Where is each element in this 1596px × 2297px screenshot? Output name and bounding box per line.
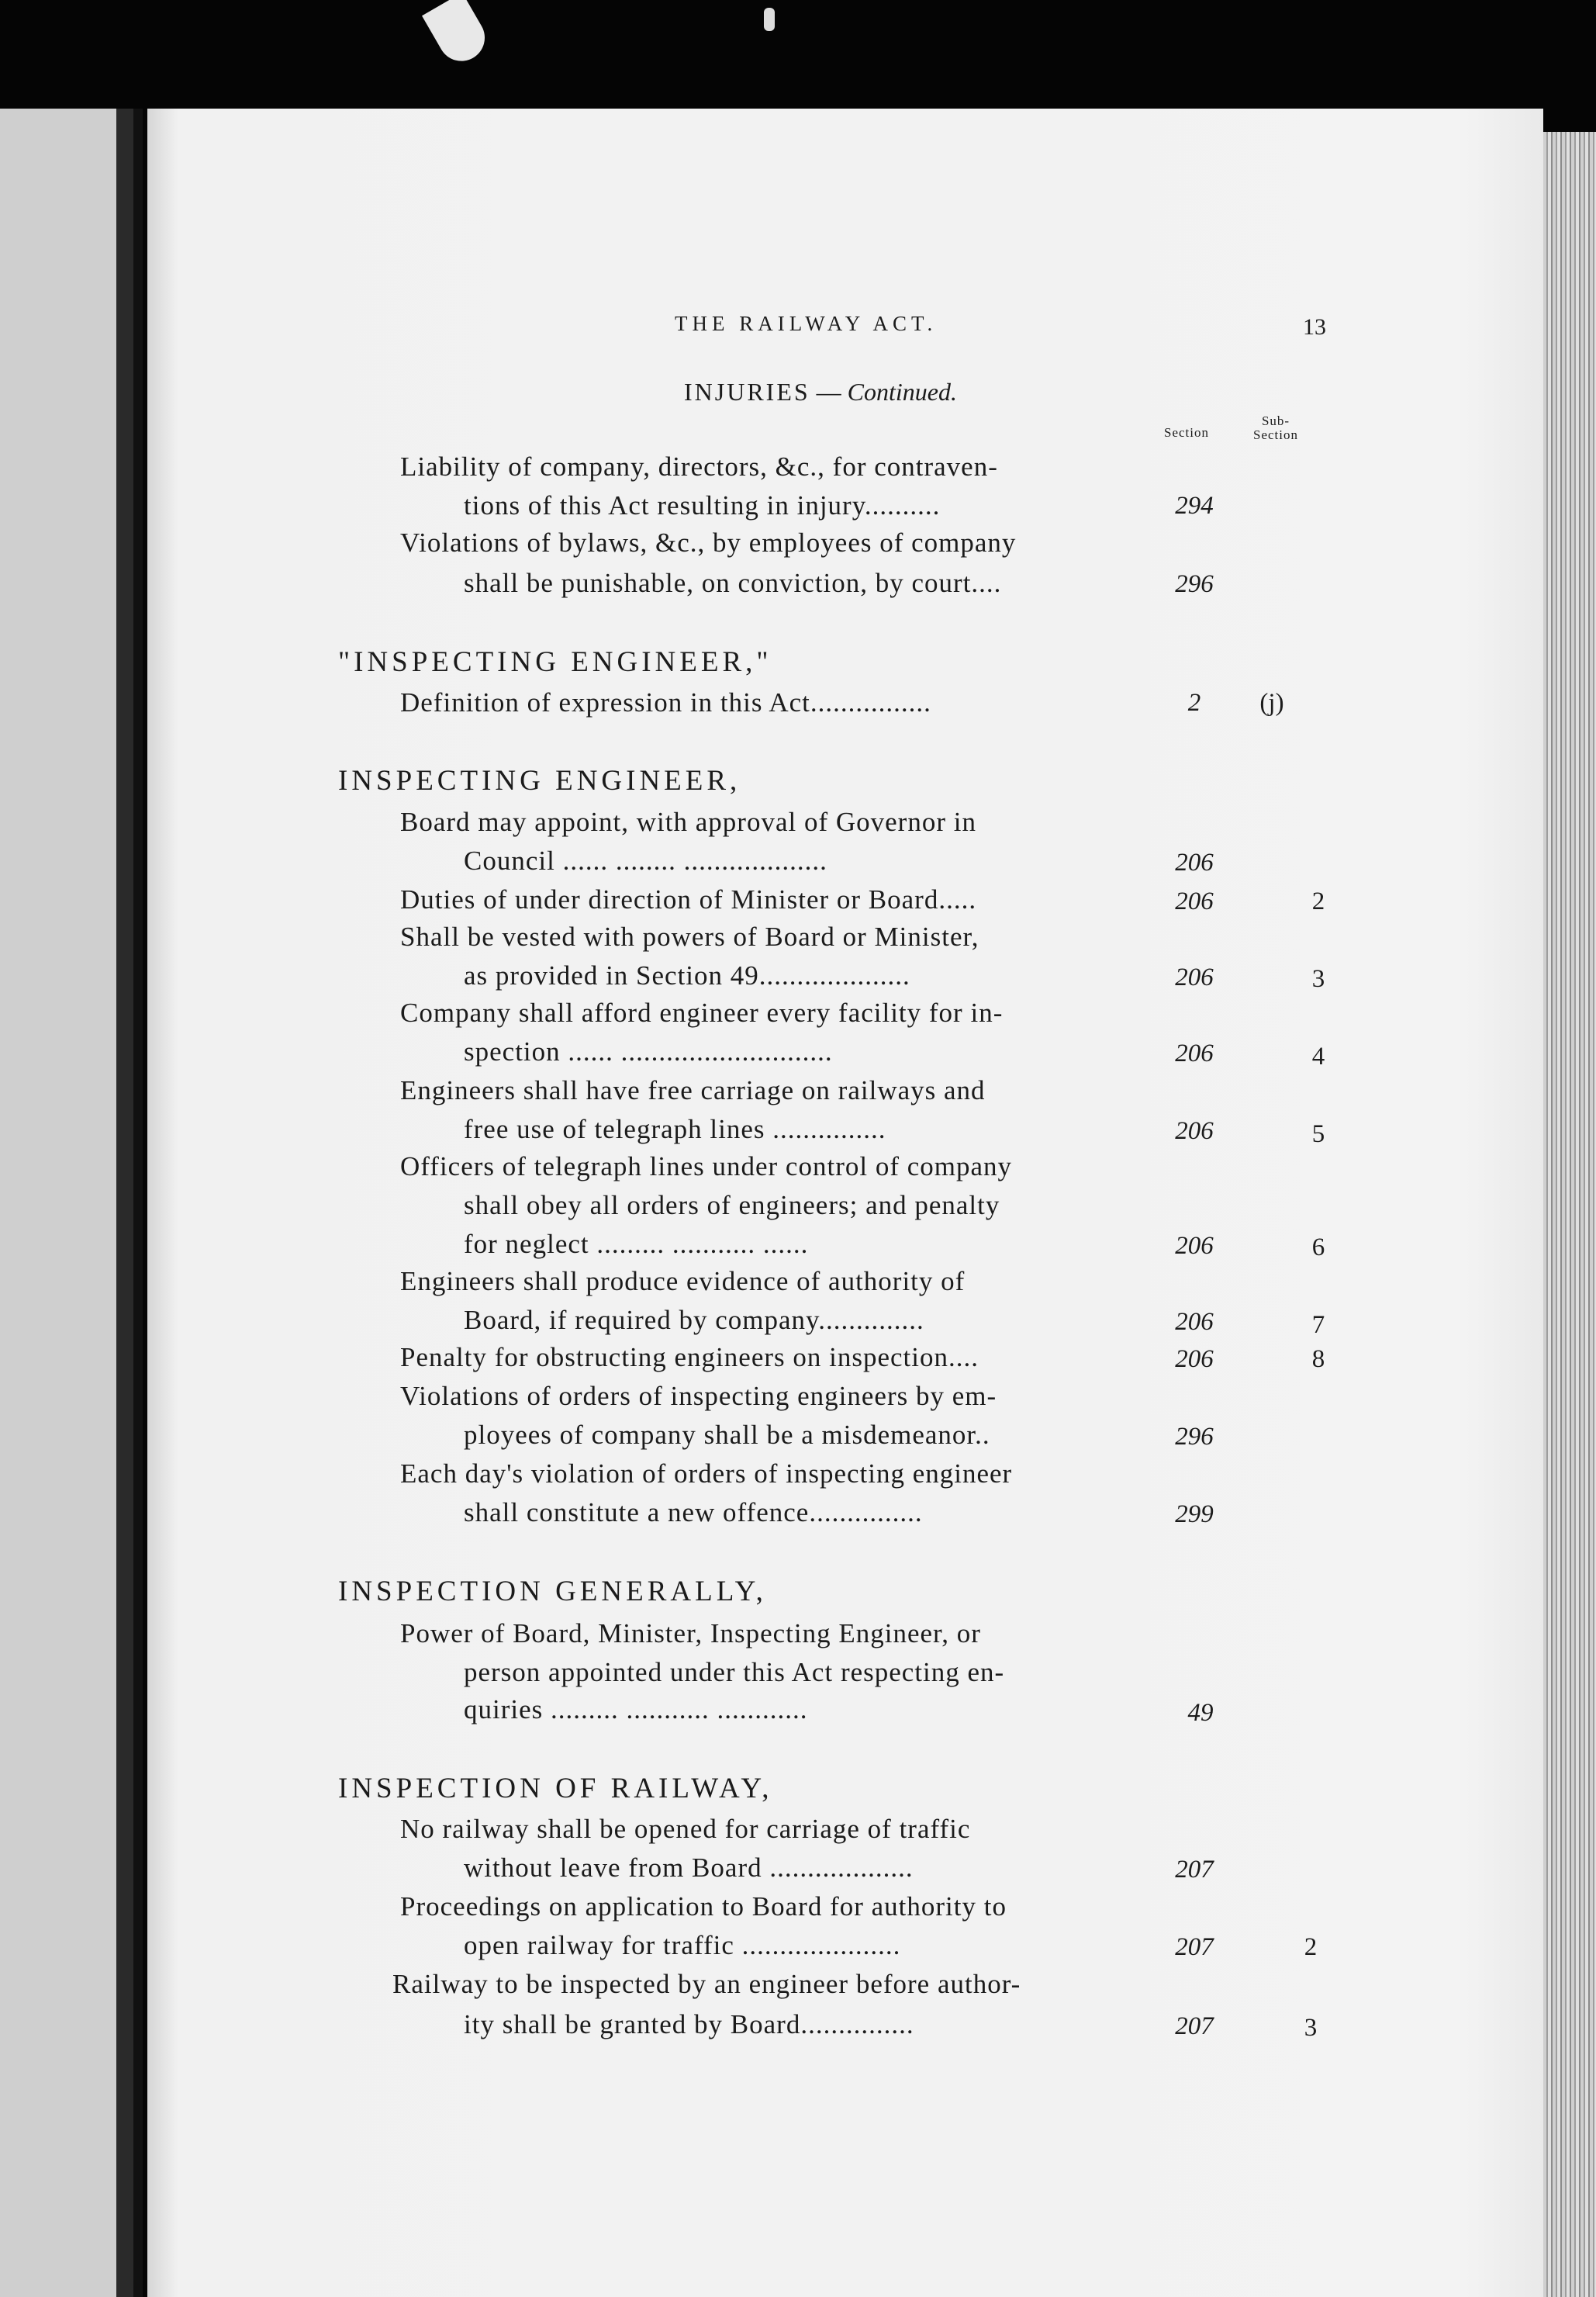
entry-line: free use of telegraph lines ............... — [464, 1114, 886, 1144]
entry-line: as provided in Section 49.................... — [464, 960, 910, 991]
index-heading: "INSPECTING ENGINEER," — [338, 646, 772, 678]
section-number: 206 — [1175, 887, 1214, 915]
subsection-number: 8 — [1311, 1345, 1325, 1373]
entry-line: Violations of bylaws, &c., by employees of company — [400, 528, 1017, 558]
scan-artifact — [764, 8, 775, 31]
subsection-number: 4 — [1311, 1043, 1325, 1071]
entry-line: Violations of orders of inspecting engineers by em- — [400, 1381, 997, 1411]
entry-line: Power of Board, Minister, Inspecting Engineer, or — [400, 1618, 981, 1648]
subsection-number: (j) — [1259, 689, 1284, 717]
column-header-section: Section — [1164, 425, 1209, 440]
subsection-number: 2 — [1311, 887, 1325, 915]
gutter-line — [133, 109, 143, 2297]
index-heading: INSPECTING ENGINEER, — [338, 765, 741, 797]
entry-line: ployees of company shall be a misdemeanor.. — [464, 1420, 990, 1450]
entry-line: Each day's violation of orders of inspecting engineer — [400, 1458, 1013, 1489]
section-number: 207 — [1175, 1933, 1214, 1961]
section-number: 49 — [1187, 1699, 1214, 1727]
entry-line: without leave from Board ................... — [464, 1852, 914, 1883]
page-stack-edge — [1543, 132, 1596, 2297]
entry-line: Penalty for obstructing engineers on inspection.... — [400, 1342, 979, 1372]
section-number: 206 — [1175, 963, 1214, 991]
entry-line: tions of this Act resulting in injury.......... — [464, 490, 941, 521]
entry-line: Board, if required by company.............. — [464, 1305, 924, 1335]
subheading-small-caps: INJURIES — [684, 378, 810, 406]
entry-line: shall be punishable, on conviction, by court.... — [464, 568, 1002, 598]
section-number: 206 — [1175, 1345, 1214, 1373]
entry-line: Definition of expression in this Act................ — [400, 687, 931, 718]
subsection-number: 7 — [1311, 1311, 1325, 1339]
subheading-dash: — — [816, 378, 841, 406]
entry-line: Board may appoint, with approval of Governor in — [400, 807, 976, 837]
section-number: 206 — [1175, 1117, 1214, 1145]
entry-line: person appointed under this Act respecting en- — [464, 1657, 1005, 1687]
entry-line: open railway for traffic ..................... — [464, 1930, 901, 1960]
subheading-italic: Continued. — [847, 378, 957, 406]
entry-line: Liability of company, directors, &c., for contraven- — [400, 451, 998, 482]
section-number: 206 — [1175, 1308, 1214, 1336]
entry-line: Shall be vested with powers of Board or Minister, — [400, 922, 979, 952]
entry-line: No railway shall be opened for carriage of traffic — [400, 1814, 971, 1844]
subsection-number: 5 — [1311, 1120, 1325, 1148]
section-number: 207 — [1175, 2012, 1214, 2040]
subsection-number: 2 — [1304, 1933, 1318, 1961]
index-heading: INSPECTION OF RAILWAY, — [338, 1773, 773, 1804]
entry-line: Company shall afford engineer every facility for in- — [400, 998, 1004, 1028]
column-header-subsection-line2: Section — [1253, 427, 1298, 442]
section-number: 206 — [1175, 1232, 1214, 1260]
subsection-number: 3 — [1304, 2014, 1318, 2042]
entry-line: ity shall be granted by Board............... — [464, 2009, 914, 2039]
section-number: 2 — [1187, 689, 1201, 717]
section-number: 296 — [1175, 1423, 1214, 1451]
entry-line: Duties of under direction of Minister or Board..... — [400, 884, 977, 915]
column-header-subsection — [1245, 414, 1307, 442]
entry-line: Railway to be inspected by an engineer before author- — [392, 1969, 1021, 1999]
facing-page-edge — [0, 109, 116, 2297]
running-title: THE RAILWAY ACT. — [675, 312, 938, 335]
column-header-subsection-line1: Sub- — [1261, 413, 1290, 428]
section-number: 207 — [1175, 1856, 1214, 1884]
section-number: 206 — [1175, 849, 1214, 877]
scan-artifact — [422, 0, 493, 70]
section-number: 294 — [1175, 492, 1214, 520]
section-number: 299 — [1175, 1500, 1214, 1528]
subsection-number: 3 — [1311, 965, 1325, 993]
entry-line: Officers of telegraph lines under control of company — [400, 1151, 1013, 1181]
entry-line: Council ...... ........ ................... — [464, 846, 827, 876]
entry-line: shall constitute a new offence............... — [464, 1497, 923, 1527]
index-heading: INSPECTION GENERALLY, — [338, 1576, 767, 1607]
section-subheading — [684, 378, 957, 406]
section-number: 296 — [1175, 570, 1214, 598]
entry-line: Engineers shall have free carriage on railways and — [400, 1075, 986, 1105]
entry-line: shall obey all orders of engineers; and penalty — [464, 1190, 1000, 1220]
entry-line: Proceedings on application to Board for authority to — [400, 1891, 1007, 1922]
subsection-number: 6 — [1311, 1233, 1325, 1261]
page-number: 13 — [1303, 314, 1326, 340]
entry-line: Engineers shall produce evidence of authority of — [400, 1266, 966, 1296]
entry-line: quiries ......... ........... ............ — [464, 1694, 808, 1724]
entry-line: for neglect ......... ........... ...... — [464, 1229, 809, 1259]
entry-line: spection ...... ............................ — [464, 1036, 833, 1067]
section-number: 206 — [1175, 1040, 1214, 1067]
